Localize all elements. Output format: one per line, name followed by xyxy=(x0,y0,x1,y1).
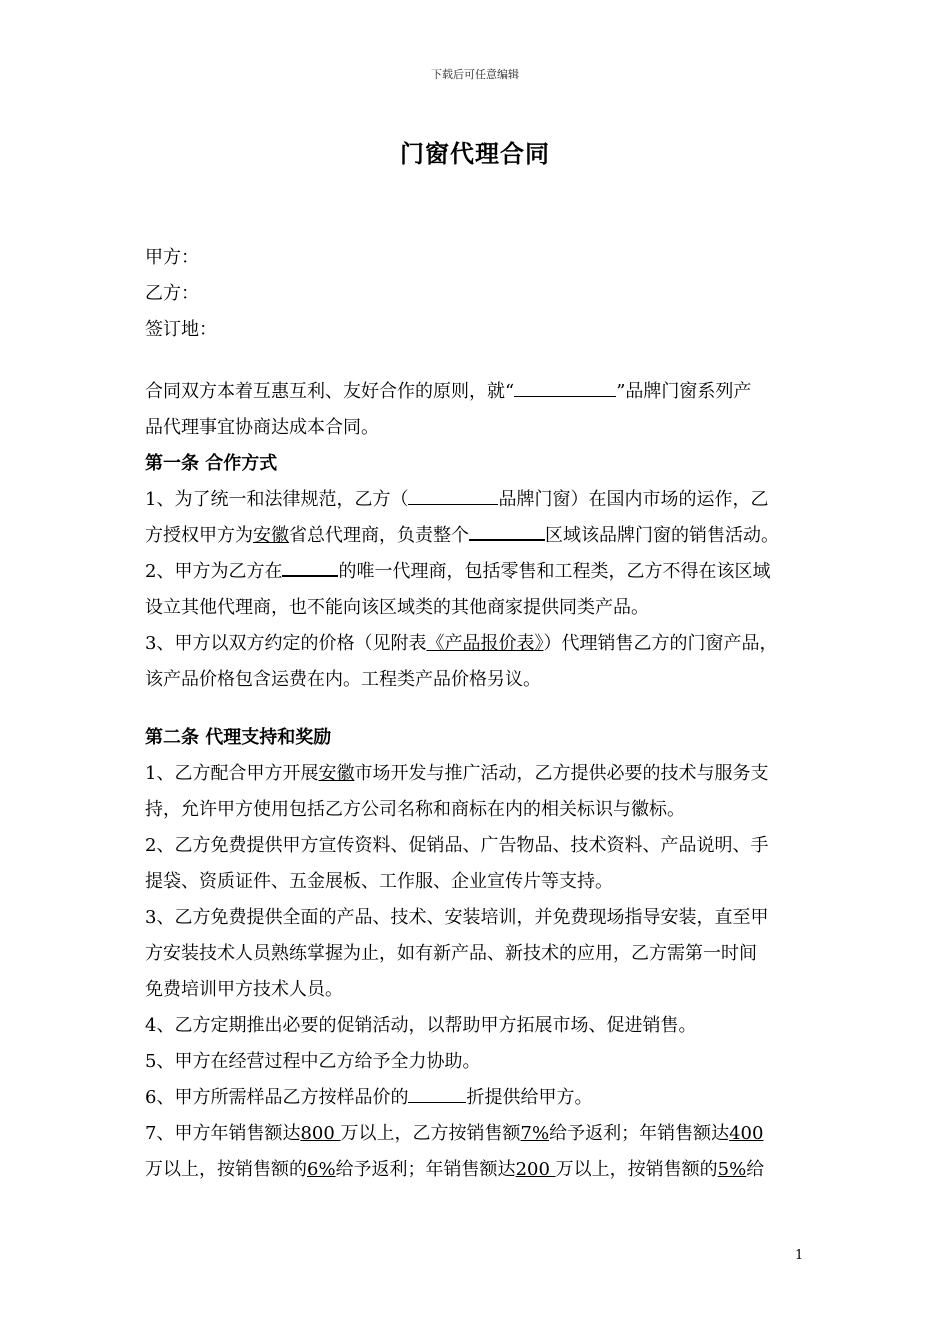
clause-text: 给予返利；年销售额达 xyxy=(335,1159,516,1180)
preamble-line-1 xyxy=(145,374,810,410)
party-a-line: 甲方： xyxy=(145,247,199,268)
province-name: 安徽 xyxy=(253,525,289,546)
clause-text: 品牌门窗）在国内市场的运作，乙 xyxy=(498,489,769,510)
article-2-heading: 第二条 代理支持和奖励 xyxy=(145,727,332,748)
clause-text: 2、甲方为乙方在 xyxy=(145,561,283,582)
preamble-text: 合同双方本着互惠互利、友好合作的原则，就“ xyxy=(145,381,515,402)
clause-text: 方授权甲方为 xyxy=(145,525,253,546)
sales-threshold-value: 200 xyxy=(515,1159,556,1180)
party-b-line: 乙方： xyxy=(145,283,199,304)
document-title: 门窗代理合同 xyxy=(400,140,550,168)
header-note: 下载后可任意编辑 xyxy=(431,68,519,81)
clause-text: 3、甲方以双方约定的价格（见附表 xyxy=(145,633,427,654)
article-1-clause-2-line-1 xyxy=(145,554,810,590)
clause-text: 给予返利；年销售额达 xyxy=(549,1123,730,1144)
article-2-clause-2-line-1: 2、乙方免费提供甲方宣传资料、促销品、广告物品、技术资料、产品说明、手 xyxy=(145,835,769,856)
article-1-clause-1-line-1 xyxy=(145,482,810,518)
spacer xyxy=(145,348,810,374)
clause-text: 折提供给甲方。 xyxy=(466,1087,593,1108)
document-body xyxy=(145,240,810,1188)
region-blank xyxy=(282,555,338,577)
brand-blank xyxy=(408,484,498,505)
rebate-rate-value: 5% xyxy=(717,1159,747,1180)
clause-text: 市场开发与推广活动，乙方提供必要的技术与服务支 xyxy=(354,763,769,784)
clause-text: 万以上，按销售额的 xyxy=(555,1159,718,1180)
article-2-clause-3-line-1: 3、乙方免费提供全面的产品、技术、安装培训，并免费现场指导安装，直至甲 xyxy=(145,907,769,928)
preamble-text: ”品牌门窗系列产 xyxy=(616,381,752,402)
sales-threshold-value: 800 xyxy=(300,1123,341,1144)
price-list-reference: 《产品报价表》 xyxy=(426,633,544,654)
clause-text: 的唯一代理商，包括零售和工程类，乙方不得在该区域 xyxy=(338,561,771,582)
clause-text: 区域该品牌门窗的销售活动。 xyxy=(545,525,779,546)
article-2-clause-1-line-1 xyxy=(145,756,810,792)
article-2-clause-7-line-2 xyxy=(145,1152,810,1188)
region-blank xyxy=(469,519,545,541)
article-2-clause-4-line-1: 4、乙方定期推出必要的促销活动，以帮助甲方拓展市场、促进销售。 xyxy=(145,1015,697,1036)
preamble-line-2: 品代理事宜协商达成本合同。 xyxy=(145,417,379,438)
article-1-clause-3-line-2: 该产品价格包含运费在内。工程类产品价格另议。 xyxy=(145,669,541,690)
article-1-heading: 第一条 合作方式 xyxy=(145,453,278,474)
clause-text: 省总代理商，负责整个 xyxy=(289,525,469,546)
article-1-clause-1-line-2 xyxy=(145,518,810,554)
clause-text: 万以上，按销售额的 xyxy=(145,1159,307,1180)
brand-name-blank xyxy=(514,376,616,397)
article-2-clause-7-line-1 xyxy=(145,1116,810,1152)
rebate-rate-value: 6% xyxy=(307,1159,336,1180)
rebate-rate-value: 7% xyxy=(520,1123,550,1144)
article-2-clause-1-line-2: 持，允许甲方使用包括乙方公司名称和商标在内的相关标识与徽标。 xyxy=(145,799,685,820)
spacer xyxy=(145,698,810,720)
sales-threshold-value: 400 xyxy=(729,1123,764,1144)
clause-text: 1、为了统一和法律规范，乙方（ xyxy=(145,489,409,510)
clause-text: 万以上，乙方按销售额 xyxy=(340,1123,521,1144)
clause-text: 6、甲方所需样品乙方按样品价的 xyxy=(145,1087,409,1108)
page-number: 1 xyxy=(795,1248,804,1263)
article-1-clause-3-line-1 xyxy=(145,626,810,662)
article-2-clause-3-line-3: 免费培训甲方技术人员。 xyxy=(145,979,343,1000)
clause-text: 7、甲方年销售额达 xyxy=(145,1123,301,1144)
clause-text: ）代理销售乙方的门窗产品， xyxy=(543,633,778,654)
article-2-clause-3-line-2: 方安装技术人员熟练掌握为止，如有新产品、新技术的应用，乙方需第一时间 xyxy=(145,943,757,964)
article-2-clause-2-line-2: 提袋、资质证件、五金展板、工作服、企业宣传片等支持。 xyxy=(145,871,613,892)
article-2-clause-6-line-1 xyxy=(145,1080,810,1116)
signing-place-line: 签订地： xyxy=(145,319,217,340)
clause-text: 给 xyxy=(746,1159,765,1180)
article-2-clause-5-line-1: 5、甲方在经营过程中乙方给予全力协助。 xyxy=(145,1051,481,1072)
article-1-clause-2-line-2: 设立其他代理商，也不能向该区域类的其他商家提供同类产品。 xyxy=(145,597,649,618)
province-name: 安徽 xyxy=(318,763,355,784)
discount-blank xyxy=(408,1082,466,1103)
clause-text: 1、乙方配合甲方开展 xyxy=(145,763,319,784)
